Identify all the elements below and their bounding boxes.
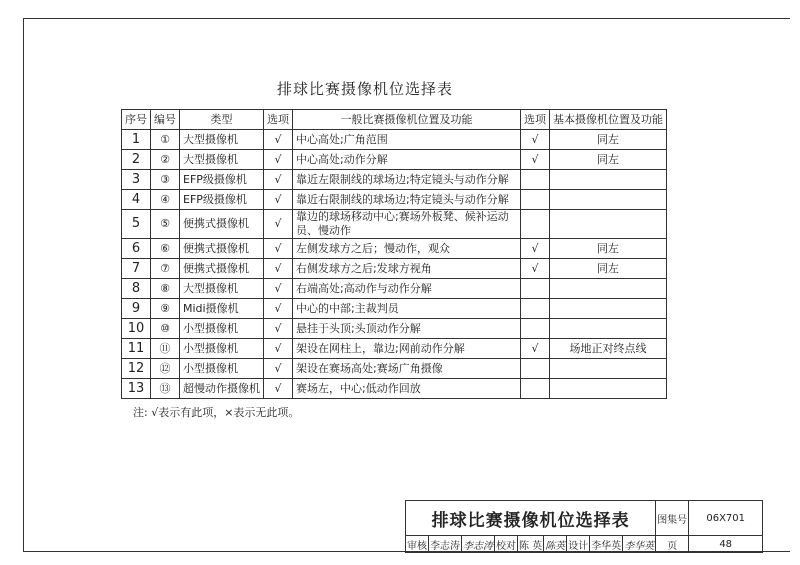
- cell-opt1: √: [264, 170, 293, 190]
- table-row: [122, 379, 667, 399]
- atlas-number: 06X701: [689, 501, 763, 536]
- cell-opt2: [521, 319, 550, 339]
- cell-type: 超慢动作摄像机: [180, 379, 264, 399]
- cell-opt1: √: [264, 239, 293, 259]
- cell-seq: 13: [122, 379, 151, 399]
- designer-name: 李华英: [590, 536, 623, 553]
- table-row: [122, 299, 667, 319]
- table-row: [122, 279, 667, 299]
- cell-type: 便携式摄像机: [180, 210, 264, 239]
- cell-basic: 同左: [550, 259, 667, 279]
- cell-id: ⑨: [151, 299, 180, 319]
- table-row: [122, 239, 667, 259]
- review-label: 审核: [406, 536, 429, 553]
- cell-id: ①: [151, 130, 180, 150]
- cell-seq: 2: [122, 150, 151, 170]
- cell-type: 小型摄像机: [180, 359, 264, 379]
- cell-opt2: √: [521, 259, 550, 279]
- check-label: 校对: [495, 536, 518, 553]
- cell-general: 中心高处;广角范围: [293, 130, 521, 150]
- cell-basic: [550, 299, 667, 319]
- table-row: [122, 130, 667, 150]
- cell-opt1: √: [264, 379, 293, 399]
- cell-type: 大型摄像机: [180, 130, 264, 150]
- cell-opt2: [521, 299, 550, 319]
- reviewer-signature: 李志涛: [462, 536, 495, 553]
- table-row: [122, 190, 667, 210]
- table-row: [122, 259, 667, 279]
- cell-id: ③: [151, 170, 180, 190]
- cell-seq: 6: [122, 239, 151, 259]
- cell-basic: 场地正对终点线: [550, 339, 667, 359]
- cell-seq: 5: [122, 210, 151, 239]
- atlas-label: 图集号: [656, 501, 689, 536]
- table-row: [122, 150, 667, 170]
- table-title: 排球比赛摄像机位选择表: [276, 80, 453, 98]
- design-label: 设计: [567, 536, 590, 553]
- cell-seq: 3: [122, 170, 151, 190]
- cell-id: ⑦: [151, 259, 180, 279]
- cell-seq: 11: [122, 339, 151, 359]
- reviewer-name: 李志涛: [429, 536, 462, 553]
- cell-opt2: √: [521, 150, 550, 170]
- cell-opt2: [521, 170, 550, 190]
- table-area: [121, 109, 667, 420]
- checker-signature: 陈英: [544, 536, 567, 553]
- cell-opt1: √: [264, 190, 293, 210]
- cell-seq: 7: [122, 259, 151, 279]
- cell-basic: [550, 379, 667, 399]
- table-header-row: [122, 110, 667, 130]
- cell-id: ⑥: [151, 239, 180, 259]
- cell-id: ④: [151, 190, 180, 210]
- header-option-basic: 选项: [521, 110, 550, 130]
- cell-id: ②: [151, 150, 180, 170]
- legend-note: 注: √表示有此项，×表示无此项。: [133, 406, 300, 419]
- cell-opt1: √: [264, 259, 293, 279]
- cell-opt1: √: [264, 319, 293, 339]
- cell-basic: [550, 319, 667, 339]
- cell-basic: 同左: [550, 150, 667, 170]
- cell-opt1: √: [264, 279, 293, 299]
- cell-opt2: √: [521, 239, 550, 259]
- cell-seq: 9: [122, 299, 151, 319]
- cell-general: 左侧发球方之后；慢动作，观众: [293, 239, 521, 259]
- cell-seq: 10: [122, 319, 151, 339]
- header-general-position: 一般比赛摄像机位置及功能: [293, 110, 521, 130]
- table-row: [122, 319, 667, 339]
- cell-basic: [550, 210, 667, 239]
- camera-position-table: [121, 109, 667, 399]
- title-block-title: 排球比赛摄像机位选择表: [406, 501, 656, 536]
- cell-general: 靠边的球场移动中心;赛场外板凳、候补运动员、慢动作: [293, 210, 521, 239]
- checker-name: 陈 英: [518, 536, 544, 553]
- header-seq: 序号: [122, 110, 151, 130]
- cell-opt2: [521, 279, 550, 299]
- header-type: 类型: [180, 110, 264, 130]
- cell-opt2: √: [521, 339, 550, 359]
- cell-general: 架设在赛场高处;赛场广角摄像: [293, 359, 521, 379]
- table-row: [122, 339, 667, 359]
- cell-opt1: √: [264, 130, 293, 150]
- page-label: 页: [656, 536, 689, 553]
- cell-type: EFP级摄像机: [180, 190, 264, 210]
- cell-type: 小型摄像机: [180, 319, 264, 339]
- cell-id: ⑪: [151, 339, 180, 359]
- cell-opt2: [521, 379, 550, 399]
- cell-opt1: √: [264, 339, 293, 359]
- cell-basic: [550, 170, 667, 190]
- cell-basic: [550, 190, 667, 210]
- table-row: [122, 170, 667, 190]
- table-row: [122, 210, 667, 239]
- cell-opt2: [521, 190, 550, 210]
- title-block: [405, 500, 763, 553]
- cell-seq: 1: [122, 130, 151, 150]
- header-basic-position: 基本摄像机位置及功能: [550, 110, 667, 130]
- cell-seq: 8: [122, 279, 151, 299]
- cell-seq: 12: [122, 359, 151, 379]
- designer-signature: 李华英: [623, 536, 656, 553]
- cell-type: 大型摄像机: [180, 150, 264, 170]
- cell-id: ⑤: [151, 210, 180, 239]
- cell-general: 靠近左限制线的球场边;特定镜头与动作分解: [293, 170, 521, 190]
- cell-general: 赛场左，中心;低动作回放: [293, 379, 521, 399]
- cell-type: 小型摄像机: [180, 339, 264, 359]
- cell-opt2: [521, 359, 550, 379]
- cell-basic: 同左: [550, 239, 667, 259]
- cell-general: 右端高处;高动作与动作分解: [293, 279, 521, 299]
- cell-opt1: √: [264, 210, 293, 239]
- cell-opt1: √: [264, 299, 293, 319]
- cell-id: ⑩: [151, 319, 180, 339]
- cell-basic: [550, 359, 667, 379]
- cell-basic: [550, 279, 667, 299]
- cell-opt1: √: [264, 359, 293, 379]
- cell-id: ⑬: [151, 379, 180, 399]
- cell-general: 中心高处;动作分解: [293, 150, 521, 170]
- cell-general: 悬挂于头顶;头顶动作分解: [293, 319, 521, 339]
- page-number: 48: [689, 536, 763, 553]
- cell-general: 靠近右限制线的球场边;特定镜头与动作分解: [293, 190, 521, 210]
- table-row: [122, 359, 667, 379]
- cell-general: 中心的中部;主裁判员: [293, 299, 521, 319]
- cell-type: Midi摄像机: [180, 299, 264, 319]
- cell-general: 架设在网柱上，靠边;网前动作分解: [293, 339, 521, 359]
- cell-basic: 同左: [550, 130, 667, 150]
- cell-type: 大型摄像机: [180, 279, 264, 299]
- cell-id: ⑫: [151, 359, 180, 379]
- cell-general: 右侧发球方之后;发球方视角: [293, 259, 521, 279]
- cell-id: ⑧: [151, 279, 180, 299]
- cell-seq: 4: [122, 190, 151, 210]
- header-id: 编号: [151, 110, 180, 130]
- cell-type: 便携式摄像机: [180, 239, 264, 259]
- header-option-general: 选项: [264, 110, 293, 130]
- cell-opt2: [521, 210, 550, 239]
- cell-type: EFP级摄像机: [180, 170, 264, 190]
- cell-type: 便携式摄像机: [180, 259, 264, 279]
- cell-opt1: √: [264, 150, 293, 170]
- cell-opt2: √: [521, 130, 550, 150]
